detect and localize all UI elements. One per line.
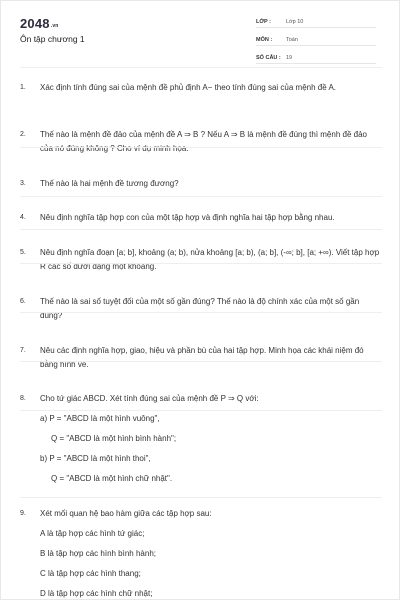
question-item xyxy=(20,246,382,274)
question-number: 2. xyxy=(20,131,26,138)
question-text: Xét mối quan hệ bao hàm giữa các tập hợp sau: xyxy=(40,509,212,518)
meta-label: MÔN : xyxy=(256,37,273,43)
question-item xyxy=(20,128,382,156)
question-item xyxy=(20,177,382,191)
question-item xyxy=(20,507,382,521)
question-item xyxy=(20,81,382,95)
question-text: Nêu định nghĩa tập hợp con của một tập hợp và định nghĩa hai tập hợp bằng nhau. xyxy=(40,213,335,222)
meta-row-class xyxy=(256,14,376,28)
question-number: 4. xyxy=(20,214,26,221)
question-number: 3. xyxy=(20,180,26,187)
logo[interactable] xyxy=(20,16,59,31)
question-divider xyxy=(20,410,382,411)
question-text: Cho tứ giác ABCD. Xét tính đúng sai của mệnh đề P ⇒ Q với: xyxy=(40,394,259,403)
q9-item: C là tập hợp các hình thang; xyxy=(40,569,141,578)
meta-row-subject xyxy=(256,32,376,46)
q9-item: D là tập hợp các hình chữ nhật; xyxy=(40,589,153,598)
question-text: Nêu định nghĩa đoạn [a; b], khoảng (a; b), nửa khoảng [a; b), (a; b], (-∞; b], [a; +∞). Viết tập hợp R các số dưới dạng một khoảng. xyxy=(40,248,380,271)
question-text: Thế nào là sai số tuyệt đối của một số gần đúng? Thế nào là độ chính xác của một số gần đúng? xyxy=(40,297,360,320)
question-text: Nêu các định nghĩa hợp, giao, hiệu và phần bù của hai tập hợp. Minh họa các khái niệm đó bằng hình vẽ. xyxy=(40,346,364,369)
question-text: Thế nào là mệnh đề đảo của mệnh đề A ⇒ B ? Nếu A ⇒ B là mệnh đề đúng thì mệnh đề đảo của nó đúng không ? Cho ví dụ minh họa. xyxy=(40,130,367,153)
q9-item: A là tập hợp các hình tứ giác; xyxy=(40,529,145,538)
page-title: Ôn tập chương 1 xyxy=(20,34,85,44)
question-number: 6. xyxy=(20,298,26,305)
meta-label: SỐ CÂU : xyxy=(256,55,281,61)
question-text: Xác định tính đúng sai của mệnh đề phủ định A− theo tính đúng sai của mệnh đề A. xyxy=(40,83,336,92)
question-divider xyxy=(20,497,382,498)
q8-item: Q = "ABCD là một hình chữ nhật". xyxy=(51,474,173,483)
q8-item: b) P = "ABCD là một hình thoi", xyxy=(40,454,151,463)
question-number: 9. xyxy=(20,510,26,517)
meta-value: Lớp 10 xyxy=(286,19,304,25)
question-divider xyxy=(20,147,382,148)
q8-item: Q = "ABCD là một hình bình hành"; xyxy=(51,434,177,443)
question-divider xyxy=(20,263,382,264)
header xyxy=(1,1,399,65)
header-divider xyxy=(20,67,382,68)
question-number: 8. xyxy=(20,395,26,402)
meta-value: Toán xyxy=(286,37,298,43)
meta-info xyxy=(256,14,376,68)
question-divider xyxy=(20,312,382,313)
question-item xyxy=(20,295,382,323)
meta-label: LỚP : xyxy=(256,19,271,25)
question-item xyxy=(20,344,382,372)
q8-item: a) P = "ABCD là một hình vuông", xyxy=(40,414,160,423)
question-number: 1. xyxy=(20,84,26,91)
question-item xyxy=(20,211,382,225)
question-divider xyxy=(20,196,382,197)
question-number: 7. xyxy=(20,347,26,354)
question-divider xyxy=(20,229,382,230)
meta-value: 19 xyxy=(286,55,293,61)
question-number: 5. xyxy=(20,249,26,256)
q9-item: B là tập hợp các hình bình hành; xyxy=(40,549,156,558)
logo-suffix: .vn xyxy=(50,23,59,29)
question-divider xyxy=(20,361,382,362)
question-text: Thế nào là hai mệnh đề tương đương? xyxy=(40,179,179,188)
question-item xyxy=(20,392,382,406)
meta-row-count xyxy=(256,50,376,64)
logo-text: 2048 xyxy=(20,16,50,31)
